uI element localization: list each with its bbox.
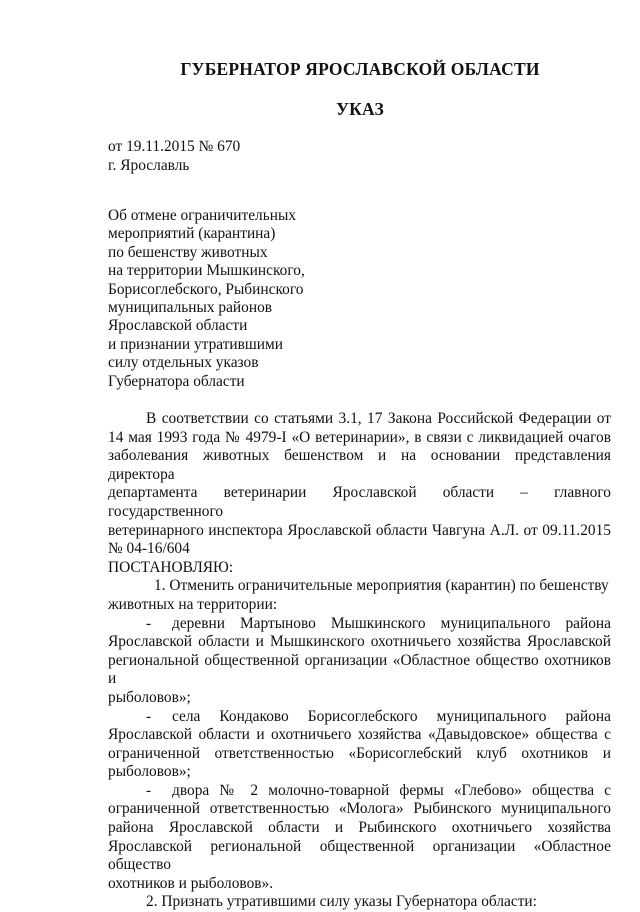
preamble-line: 14 мая 1993 года № 4979-I «О ветеринарии», в связи с ликвидацией очагов: [108, 428, 611, 446]
subject-line: на территории Мышкинского,: [108, 262, 305, 280]
subject-line: Губернатора области: [108, 372, 245, 390]
decree-subject: [108, 207, 438, 391]
subject-line: муниципальных районов: [108, 298, 273, 316]
city: г. Ярославль: [108, 157, 190, 174]
sub-item-line: охотников и рыболовов».: [108, 874, 274, 892]
preamble-line: департамента ветеринарии Ярославской области – главного государственного: [108, 484, 611, 520]
sub-item-line: ограниченной ответственностью «Молога» Рыбинского муниципального: [108, 800, 611, 818]
item-1: [108, 577, 611, 614]
sub-item-line: рыболовов»;: [108, 688, 191, 706]
item-2-line: 2. Признать утратившими силу указы Губернатора области:: [146, 893, 537, 911]
item-2: [108, 893, 611, 912]
document-meta: [108, 138, 240, 176]
subject-line: по бешенству животных: [108, 243, 268, 261]
sub-item: [108, 615, 611, 708]
sub-item-first: деревни Мартыново Мышкинского муниципального района: [172, 614, 611, 632]
dash-marker: -: [146, 781, 152, 799]
preamble-line: заболевания животных бешенством и на основании представления директора: [108, 447, 611, 483]
item-1-line: животных на территории:: [108, 595, 278, 613]
subject-line: Ярославской области: [108, 317, 248, 335]
preamble: [108, 410, 611, 559]
date-number: от 19.11.2015 № 670: [108, 138, 241, 155]
dash-marker: -: [146, 707, 152, 725]
item-1-line: 1. Отменить ограничительные мероприятия (карантин) по бешенству: [154, 577, 609, 595]
sub-item-line: Ярославской области и охотничьего хозяйства «Давыдовское» общества с: [108, 726, 611, 744]
subject-line: Об отмене ограничительных: [108, 207, 297, 224]
preamble-line: ветеринарного инспектора Ярославской области Чавгуна А.Л. от 09.11.2015: [108, 521, 611, 539]
sub-item-line: района Ярославской области и Рыбинского охотничьего хозяйства: [108, 819, 611, 837]
sub-item-first: села Кондаково Борисоглебского муниципального района: [172, 707, 611, 725]
sub-item-first: двора № 2 молочно-товарной фермы «Глебово» общества с: [172, 781, 611, 799]
sub-item: [108, 708, 611, 782]
subject-line: и признании утратившими: [108, 335, 283, 353]
subject-line: мероприятий (карантина): [108, 225, 276, 243]
sub-item-line: ограниченной ответственностью «Борисоглебский клуб охотников и: [108, 744, 611, 762]
sub-item-line: Ярославской области и Мышкинского охотничьего хозяйства Ярославской: [108, 633, 611, 651]
subject-line: Борисоглебского, Рыбинского: [108, 280, 304, 298]
preamble-line: № 04-16/604: [108, 540, 190, 558]
sub-item-line: региональной общественной организации «Областное общество охотников и: [108, 651, 611, 688]
subject-line: силу отдельных указов: [108, 354, 259, 372]
sub-item-line: Ярославской региональной общественной организации «Областное общество: [108, 837, 611, 874]
dash-marker: -: [146, 614, 152, 632]
resolve-word: ПОСТАНОВЛЯЮ:: [108, 558, 234, 576]
preamble-line: В соответствии со статьями 3.1, 17 Закона Российской Федерации от: [146, 410, 611, 427]
document-type: УКАЗ: [336, 99, 384, 119]
document-title: ГУБЕРНАТОР ЯРОСЛАВСКОЙ ОБЛАСТИ: [180, 59, 540, 79]
sub-item: [108, 782, 611, 894]
decree-body: [108, 410, 611, 912]
sub-item-line: рыболовов»;: [108, 763, 191, 781]
